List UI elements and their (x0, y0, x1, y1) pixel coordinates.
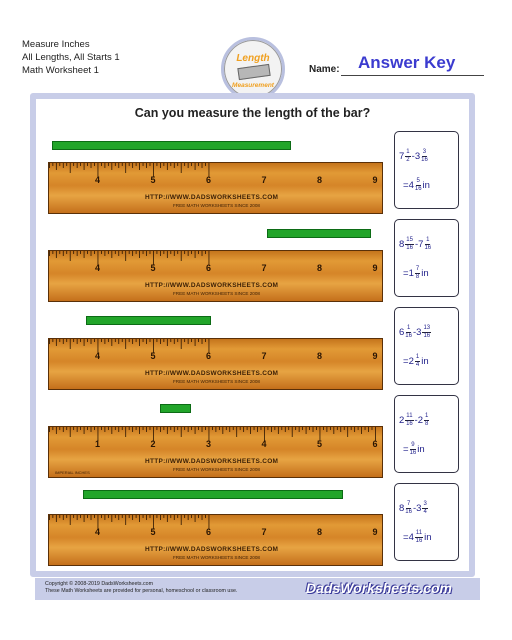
ruler-url: HTTP://WWW.DADSWORKSHEETS.COM (145, 282, 279, 289)
numerator: 9 (411, 442, 415, 448)
answer-key-title: Answer Key (358, 53, 456, 72)
fraction (424, 413, 429, 428)
equals-sign: = (403, 444, 409, 456)
ruler-url: HTTP://WWW.DADSWORKSHEETS.COM (145, 370, 279, 377)
ruler-url: HTTP://WWW.DADSWORKSHEETS.COM (145, 546, 279, 553)
unit-label: in (421, 268, 429, 280)
whole-number: 3 (414, 151, 421, 163)
whole-number: 6 (399, 327, 405, 339)
answer-line (403, 178, 430, 193)
dadsworksheets-logo: DadsWorksheets.com (305, 580, 452, 596)
ruler-imperial-label: IMPERIAL INCHES (55, 470, 90, 475)
denominator: 16 (414, 186, 422, 192)
numerator: 13 (423, 325, 431, 331)
green-bar (160, 404, 191, 413)
ruler-number: 5 (150, 351, 156, 361)
fraction (405, 149, 410, 164)
ruler-number: 9 (372, 175, 378, 185)
ruler-number: 8 (316, 175, 322, 185)
logo-word-length: Length (236, 53, 270, 64)
denominator: 2 (406, 157, 410, 163)
numerator: 1 (426, 237, 430, 243)
denominator: 16 (405, 509, 412, 515)
fraction (415, 530, 423, 545)
subtraction-line (399, 149, 429, 164)
subtraction-line (399, 501, 429, 516)
ruler-number: 6 (205, 527, 211, 537)
denominator: 4 (423, 509, 427, 515)
whole-number: 3 (416, 503, 422, 515)
numerator: 7 (415, 266, 420, 272)
equals-sign: = (403, 532, 409, 544)
ruler-url: HTTP://WWW.DADSWORKSHEETS.COM (145, 458, 279, 465)
numerator: 1 (406, 149, 410, 155)
denominator: 8 (415, 274, 420, 280)
ruler-number: 5 (316, 439, 322, 449)
ruler-tagline: FREE MATH WORKSHEETS SINCE 2008 (173, 555, 260, 560)
unit-label: in (424, 532, 432, 544)
question-text: Can you measure the length of the bar? (134, 106, 371, 120)
ruler-number: 9 (372, 263, 378, 273)
ruler-number: 4 (94, 527, 100, 537)
numerator: 1 (406, 325, 411, 331)
ruler-number: 7 (261, 351, 267, 361)
ruler-number: 7 (261, 175, 267, 185)
denominator: 16 (424, 245, 432, 251)
numerator: 7 (406, 501, 411, 507)
denominator: 4 (415, 362, 420, 368)
answer-box (394, 131, 459, 209)
fraction (415, 178, 422, 193)
green-bar (86, 316, 211, 325)
fraction (415, 266, 420, 281)
numerator: 1 (425, 413, 429, 419)
whole-number: 8 (399, 239, 405, 251)
length-measurement-logo (221, 37, 285, 101)
subtraction-line (399, 325, 432, 340)
numerator: 3 (423, 501, 427, 507)
green-bar (267, 229, 371, 238)
fraction (422, 501, 427, 516)
numerator: 11 (415, 530, 423, 536)
ruler (48, 250, 383, 302)
equals-sign: = (403, 356, 409, 368)
ruler-number: 7 (261, 527, 267, 537)
ruler-tagline: FREE MATH WORKSHEETS SINCE 2008 (173, 379, 260, 384)
logo-word-measurement: Measurement (232, 82, 274, 89)
ruler-number: 6 (205, 263, 211, 273)
ruler-number: 8 (316, 527, 322, 537)
denominator: 8 (425, 421, 429, 427)
numerator: 1 (415, 354, 420, 360)
equals-sign: = (403, 268, 409, 280)
minus-sign: - (414, 239, 419, 251)
answer-line (403, 354, 429, 369)
denominator: 16 (406, 245, 413, 251)
denominator: 16 (421, 157, 428, 163)
ruler-number: 4 (94, 175, 100, 185)
ruler-number: 6 (372, 439, 378, 449)
ruler-number: 4 (94, 263, 100, 273)
ruler (48, 514, 383, 566)
name-label: Name: (309, 64, 340, 75)
minus-sign: - (411, 151, 415, 163)
ruler-url: HTTP://WWW.DADSWORKSHEETS.COM (145, 194, 279, 201)
unit-label: in (421, 356, 429, 368)
ruler-number: 4 (94, 351, 100, 361)
whole-number: 7 (418, 239, 424, 251)
unit-label: in (417, 444, 425, 456)
answer-box (394, 395, 459, 473)
fraction (415, 354, 420, 369)
fraction (405, 237, 414, 252)
ruler-number: 2 (150, 439, 156, 449)
green-bar (83, 490, 343, 499)
denominator: 16 (409, 450, 417, 456)
ruler-number: 3 (205, 439, 211, 449)
whole-number: 4 (408, 180, 414, 192)
ruler (48, 338, 383, 390)
ruler (48, 162, 383, 214)
fraction (422, 325, 431, 340)
denominator: 16 (405, 333, 412, 339)
numerator: 3 (422, 149, 427, 155)
whole-number: 2 (399, 415, 405, 427)
answer-line (403, 266, 429, 281)
answer-line (403, 530, 432, 545)
answer-box (394, 219, 459, 297)
minus-sign: - (412, 503, 417, 515)
copyright-text: Copyright © 2008-2019 DadsWorksheets.com (45, 581, 154, 587)
ruler-number: 7 (261, 263, 267, 273)
green-bar (52, 141, 291, 150)
whole-number: 7 (399, 151, 405, 163)
worksheet-header (22, 38, 120, 77)
ruler-number: 9 (372, 527, 378, 537)
ruler-number: 6 (205, 175, 211, 185)
name-line[interactable] (341, 75, 484, 76)
ruler-number: 5 (150, 527, 156, 537)
unit-label: in (422, 180, 430, 192)
minus-sign: - (414, 415, 418, 427)
ruler-number: 4 (261, 439, 267, 449)
whole-number: 4 (408, 532, 414, 544)
ruler-number: 5 (150, 175, 156, 185)
footer (35, 578, 480, 600)
ruler-number: 8 (316, 263, 322, 273)
numerator: 11 (406, 413, 413, 419)
whole-number: 2 (417, 415, 423, 427)
denominator: 16 (415, 538, 423, 544)
minus-sign: - (412, 327, 417, 339)
usage-note: These Math Worksheets are provided for personal, homeschool or classroom use. (45, 588, 238, 594)
whole-number: 3 (416, 327, 422, 339)
subtraction-line (399, 413, 430, 428)
denominator: 16 (423, 333, 431, 339)
header-title: Measure Inches (22, 39, 90, 50)
ruler-tagline: FREE MATH WORKSHEETS SINCE 2008 (173, 291, 260, 296)
fraction (405, 501, 412, 516)
fraction (405, 413, 413, 428)
ruler (48, 426, 383, 478)
ruler-tagline: FREE MATH WORKSHEETS SINCE 2008 (173, 203, 260, 208)
answer-line (403, 442, 425, 457)
header-worksheet-number: Math Worksheet 1 (22, 65, 99, 76)
fraction (410, 442, 417, 457)
whole-number: 2 (408, 356, 414, 368)
header-subtitle: All Lengths, All Starts 1 (22, 52, 120, 63)
whole-number: 8 (399, 503, 405, 515)
ruler-number: 8 (316, 351, 322, 361)
fraction (405, 325, 412, 340)
ruler-number: 6 (205, 351, 211, 361)
denominator: 16 (406, 421, 413, 427)
answer-box (394, 483, 459, 561)
fraction (424, 237, 431, 252)
subtraction-line (399, 237, 432, 252)
whole-number: 1 (408, 268, 414, 280)
ruler-number: 5 (150, 263, 156, 273)
ruler-number: 1 (94, 439, 100, 449)
answer-box (394, 307, 459, 385)
equals-sign: = (403, 180, 409, 192)
ruler-tagline: FREE MATH WORKSHEETS SINCE 2008 (173, 467, 260, 472)
fraction (421, 149, 428, 164)
ruler-icon (237, 64, 270, 80)
numerator: 15 (406, 237, 413, 243)
numerator: 5 (416, 178, 420, 184)
ruler-number: 9 (372, 351, 378, 361)
